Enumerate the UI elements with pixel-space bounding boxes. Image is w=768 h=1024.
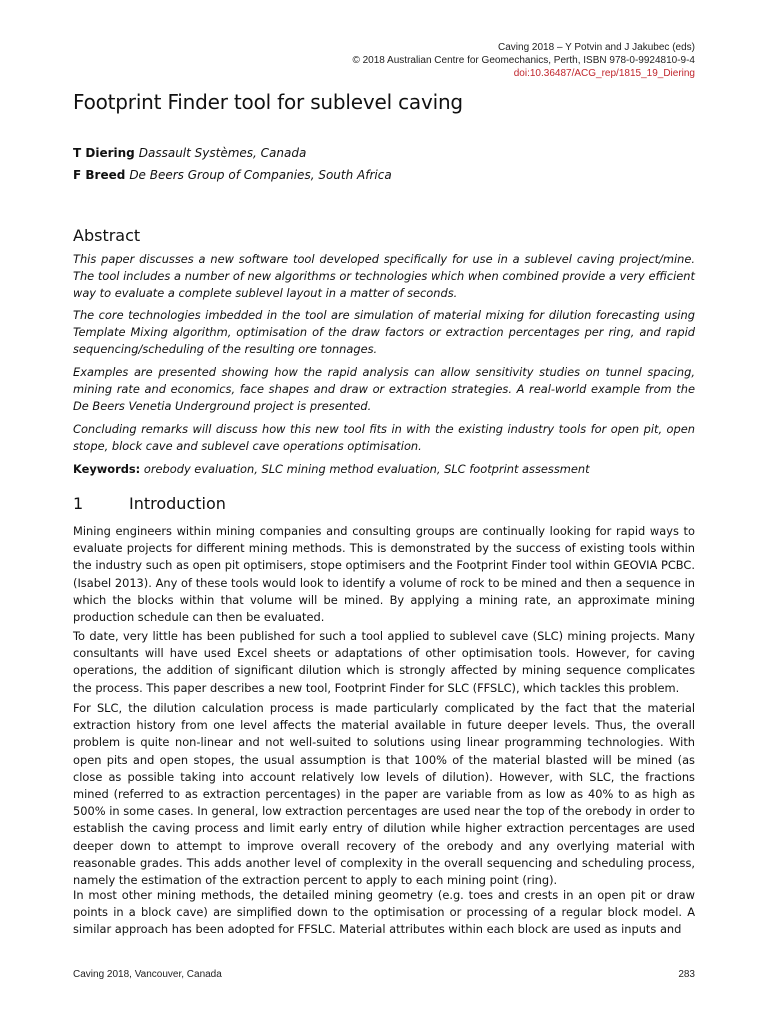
footer-conference: Caving 2018, Vancouver, Canada [73,969,222,980]
author-2 [73,168,392,182]
keywords-value: orebody evaluation, SLC mining method evaluation, SLC footprint assessment [143,462,590,476]
keywords-label: Keywords: [73,462,141,476]
body-paragraph: Mining engineers within mining companies and consulting groups are continually looking for rapid ways to evaluate projects for different mining methods. This is demonstrated by the success of existing tools within the industry such as open pit optimisers, stope optimisers and the Footprint Finder tool within GEOVIA PCBC. (Isabel 2013). Any of these tools would look to identify a volume of rock to be mined and then a sequence in which the blocks within that volume will be mined. By applying a mining rate, an approximate mining production schedule can then be evaluated. [73,524,695,625]
keywords-line [73,461,695,478]
section-heading [73,494,226,513]
author-name: T Diering [73,146,135,160]
copyright-line: © 2018 Australian Centre for Geomechanics, Perth, ISBN 978-0-9924810-9-4 [352,55,695,66]
abstract-paragraph: This paper discusses a new software tool developed specifically for use in a sublevel caving project/mine. The tool includes a number of new algorithms or technologies which when combined provide a very efficient way to evaluate a complete sublevel layout in a matter of seconds. [73,252,695,301]
body-paragraph: In most other mining methods, the detailed mining geometry (e.g. toes and crests in an open pit or draw points in a block cave) are simplified down to the optimisation or processing of a regular block model. A similar approach has been adopted for FFSLC. Material attributes within each block are used as inputs and [73,888,695,937]
body-paragraph: For SLC, the dilution calculation process is made particularly complicated by the fact that the material extraction history from one level affects the material available in future deeper levels. Thus, the overall problem is quite non-linear and not well-suited to solutions using linear programming technologies. With open pits and open stopes, the usual assumption is that 100% of the material blasted will be mined (as close as possible taking into account relatively low levels of dilution). However, with SLC, the fractions mined (referred to as extraction percentages) in the paper are variable from as low as 40% to as high as 500% in some cases. In general, low extraction percentages are used near the top of the orebody in order to establish the caving process and limit early entry of dilution while higher extraction percentages are used deeper down to attempt to improve overall recovery of the orebody and any overlying material with reasonable grades. This adds another level of complexity in the overall sequencing and scheduling process, namely the estimation of the extraction percent to apply to each mining point (ring). [73,701,695,888]
paper-title: Footprint Finder tool for sublevel caving [73,90,463,114]
abstract-paragraph: The core technologies imbedded in the tool are simulation of material mixing for dilution forecasting using Template Mixing algorithm, optimisation of the draw factors or extraction percentages per ring, and rapid sequencing/scheduling of the resulting ore tonnages. [73,308,695,357]
body-paragraph: To date, very little has been published for such a tool applied to sublevel cave (SLC) mining projects. Many consultants will have used Excel sheets or adaptations of other optimisation tools. However, for caving operations, the addition of significant dilution which is strongly affected by mining sequence complicates the process. This paper describes a new tool, Footprint Finder for SLC (FFSLC), which tackles this problem. [73,629,695,695]
abstract-heading: Abstract [73,226,141,245]
author-name: F Breed [73,168,126,182]
author-affiliation: Dassault Systèmes, Canada [138,146,307,160]
doi-link[interactable]: doi:10.36487/ACG_rep/1815_19_Diering [513,68,695,79]
page-number: 283 [678,969,695,980]
section-number: 1 [73,494,84,513]
section-title: Introduction [129,494,226,513]
running-header [352,41,695,80]
abstract-paragraph: Examples are presented showing how the rapid analysis can allow sensitivity studies on tunnel spacing, mining rate and economics, face shapes and draw or extraction strategies. A real-world example from the De Beers Venetia Underground project is presented. [73,365,695,414]
proceedings-line: Caving 2018 – Y Potvin and J Jakubec (eds) [498,42,695,53]
author-affiliation: De Beers Group of Companies, South Africa [129,168,392,182]
author-1 [73,146,306,160]
abstract-paragraph: Concluding remarks will discuss how this new tool fits in with the existing industry tools for open pit, open stope, block cave and sublevel cave operations optimisation. [73,422,695,454]
